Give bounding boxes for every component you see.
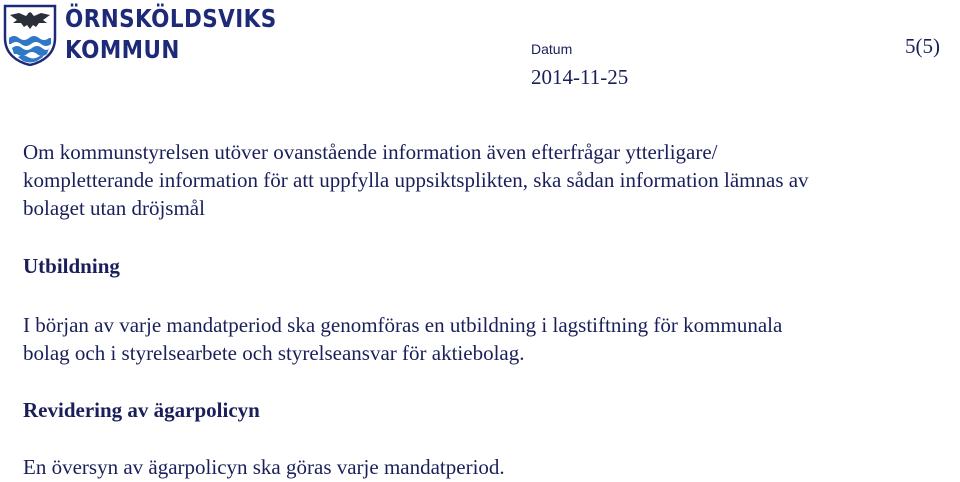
date-value: 2014-11-25 xyxy=(531,65,629,89)
page-number: 5(5) xyxy=(905,34,940,58)
logo-text-line2: KOMMUN xyxy=(65,35,180,64)
coat-of-arms-icon xyxy=(3,4,57,66)
logo-text-line1: ÖRNSKÖLDSVIKS xyxy=(65,4,277,33)
municipality-logo xyxy=(3,4,277,66)
paragraph-line: bolag och i styrelsearbete och styrelseansvar för aktiebolag. xyxy=(23,341,525,365)
date-label: Datum xyxy=(531,41,573,57)
intro-paragraph xyxy=(23,138,809,222)
section-heading-revidering: Revidering av ägarpolicyn xyxy=(23,398,260,422)
paragraph-line: En översyn av ägarpolicyn ska göras varje mandatperiod. xyxy=(23,455,505,479)
utbildning-paragraph xyxy=(23,311,782,367)
paragraph-line: I början av varje mandatperiod ska genomföras en utbildning i lagstiftning för kommunala xyxy=(23,313,783,337)
revidering-paragraph xyxy=(23,453,505,481)
section-heading-utbildning: Utbildning xyxy=(23,254,120,278)
intro-line: Om kommunstyrelsen utöver ovanstående information även efterfrågar ytterligare/ xyxy=(23,140,718,164)
intro-line: kompletterande information för att uppfylla uppsiktsplikten, ska sådan information lämnas av xyxy=(23,168,809,192)
intro-line: bolaget utan dröjsmål xyxy=(23,196,205,220)
